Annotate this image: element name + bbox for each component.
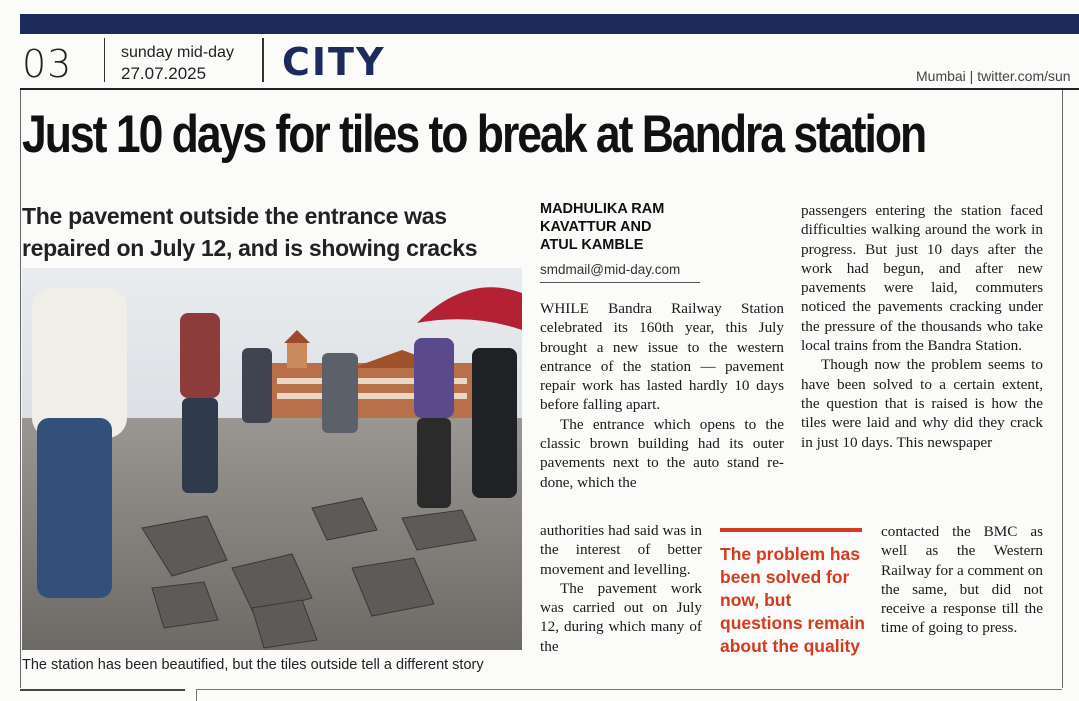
pull-quote-rule: [720, 528, 862, 532]
footer-frame-edge: [196, 689, 197, 701]
location-handle: Mumbai | twitter.com/sun: [916, 68, 1071, 84]
body-paragraph: authorities had said was in the interest of better movement and levelling.: [540, 522, 702, 578]
subheadline: The pavement outside the entrance was repaired on July 12, and is showing cracks: [22, 203, 478, 261]
photo-caption: The station has been beautified, but the tiles outside tell a different story: [22, 657, 484, 673]
body-paragraph: The pavement work was carried out on July 12, during which many of the: [540, 579, 702, 655]
body-paragraph: Though now the problem seems to have been solved to a certain extent, the question that is raised is how the tiles were laid and why did they crack in just 10 days. This newspaper: [801, 356, 1043, 451]
article-column-2-continued: [881, 522, 1043, 638]
page-number: 03: [22, 42, 73, 86]
byline-rule: [540, 282, 700, 283]
article-column-1: [540, 299, 784, 492]
author-email[interactable]: smdmail@mid-day.com: [540, 262, 681, 277]
footer-rule: [196, 689, 1062, 690]
byline: [540, 200, 664, 254]
body-paragraph: passengers entering the station faced difficulties walking around the work in progress. But just 10 days after the work had begun, and after new pavements were laid, commuters noticed the pavements cracking under the pressure of the thousands who take local trains from the Bandra Station.: [801, 202, 1043, 355]
headline: Just 10 days for tiles to break at Bandra station: [22, 105, 926, 164]
body-paragraph: contacted the BMC as well as the Western Railway for a comment on the same, but did not receive a response till the time of going to press.: [881, 523, 1043, 637]
byline-line: KAVATTUR AND: [540, 219, 652, 235]
station-photo: [22, 268, 522, 650]
byline-line: ATUL KAMBLE: [540, 237, 644, 253]
publication-name: sunday mid-day: [121, 44, 234, 61]
pull-quote: The problem has been solved for now, but questions remain about the quality: [720, 544, 865, 656]
masthead-rule: [20, 88, 1079, 90]
publication-date: 27.07.2025: [121, 64, 207, 83]
masthead-divider: [104, 38, 105, 82]
page-frame-right: [1062, 90, 1063, 688]
article-column-1-continued: [540, 521, 702, 656]
masthead-color-bar: [20, 14, 1079, 34]
byline-line: MADHULIKA RAM: [540, 201, 665, 217]
masthead-divider: [262, 38, 264, 82]
footer-rule: [20, 689, 185, 691]
article-column-2: [801, 201, 1043, 452]
body-paragraph: The entrance which opens to the classic brown building had its outer pavements next to the auto stand re-done, which the: [540, 415, 784, 491]
body-paragraph: WHILE Bandra Railway Station celebrated its 160th year, this July brought a new issue to the western entrance of the station — pavement repair work has lasted hardly 10 days before falling apart.: [540, 300, 784, 414]
section-title: CITY: [282, 40, 386, 84]
page-frame-left: [20, 90, 21, 688]
